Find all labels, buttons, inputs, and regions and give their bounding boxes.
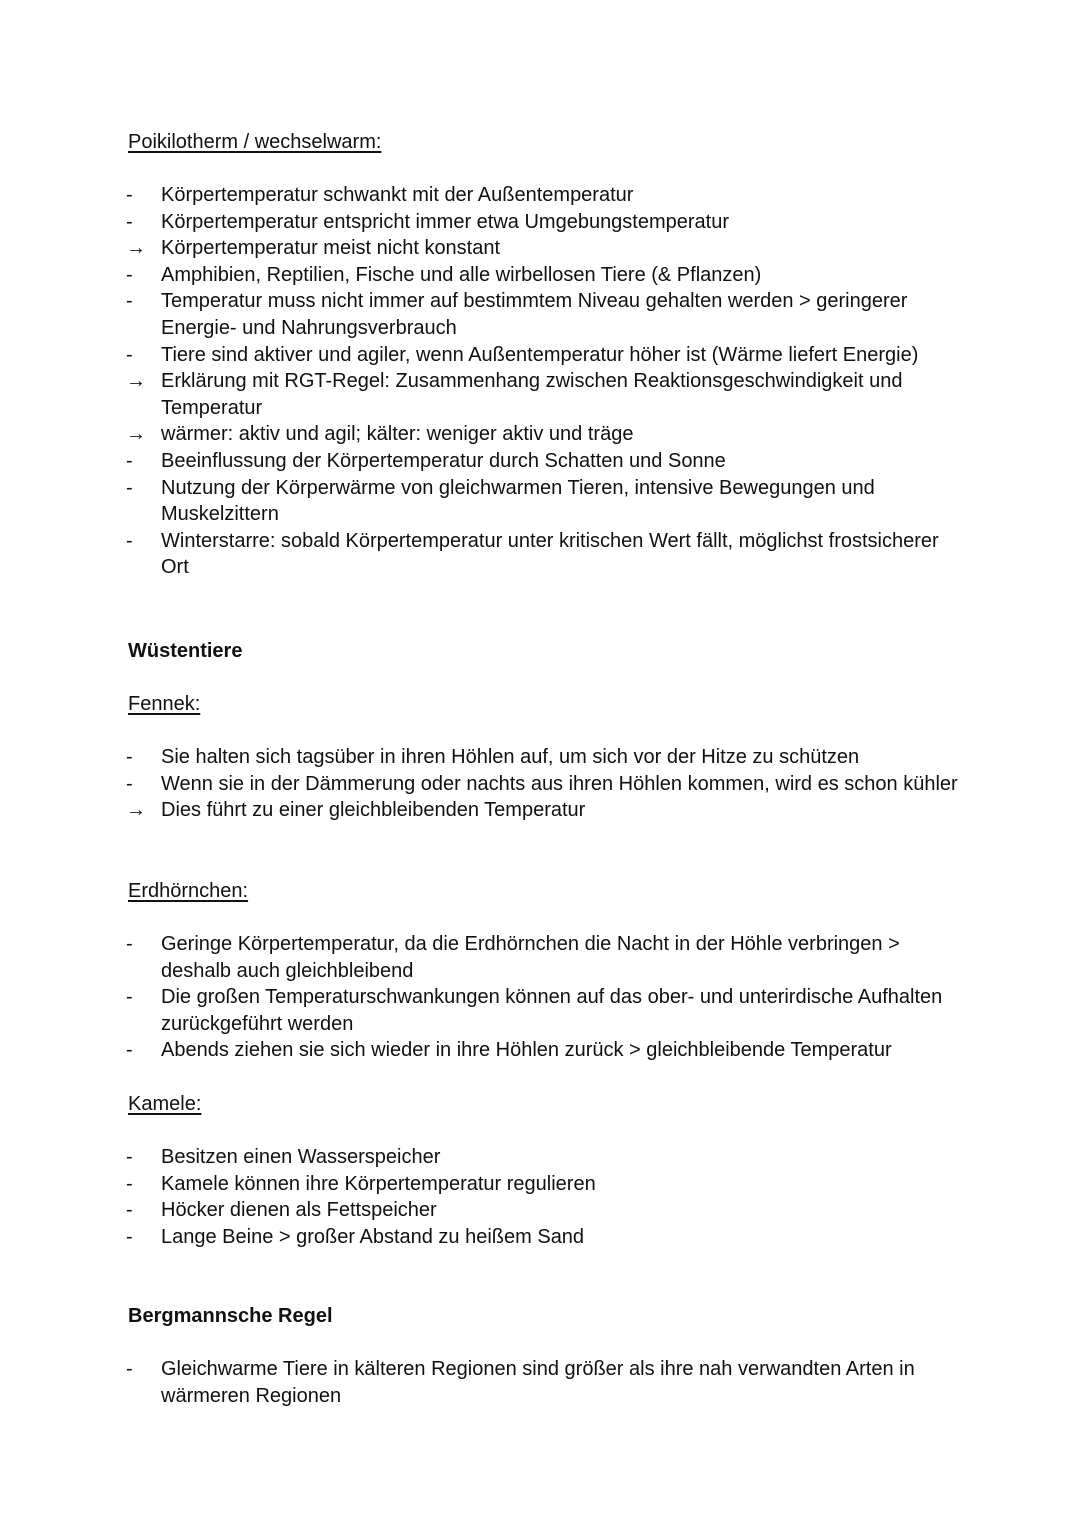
bullet-marker: - (126, 290, 133, 313)
section-title-bergmann: Bergmannsche Regel (128, 1305, 333, 1327)
list-item (0, 931, 961, 984)
list-item (0, 528, 961, 581)
list-item-text: Erklärung mit RGT-Regel: Zusammenhang zwischen Reaktionsgeschwindigkeit und Temperatur (161, 370, 903, 419)
list-item-text: Die großen Temperaturschwankungen können auf das ober- und unterirdische Aufhalten zurückgeführt werden (161, 986, 943, 1035)
list-item (0, 448, 961, 475)
bullet-marker: - (126, 529, 133, 552)
list-item (0, 984, 961, 1037)
bullet-marker: - (126, 1225, 133, 1248)
list-item-text: Besitzen einen Wasserspeicher (161, 1146, 441, 1168)
section-title-wuestentiere: Wüstentiere (128, 640, 243, 662)
list-item-text: Wenn sie in der Dämmerung oder nachts aus ihren Höhlen kommen, wird es schon kühler (161, 772, 958, 795)
list-item (0, 262, 961, 289)
kamele-list (0, 1144, 1080, 1250)
list-item-text: Höcker dienen als Fettspeicher (161, 1199, 437, 1222)
bullet-marker: - (126, 263, 133, 286)
list-item (0, 1224, 961, 1251)
list-item (0, 368, 961, 421)
list-item-text: Amphibien, Reptilien, Fische und alle wirbellosen Tiere (& Pflanzen) (161, 263, 762, 286)
list-item-text: Körpertemperatur schwankt mit der Außentemperatur (161, 184, 634, 206)
list-item-text: Winterstarre: sobald Körpertemperatur unter kritischen Wert fällt, möglichst frostsicherer Ort (161, 529, 939, 579)
erdhoernchen-list (0, 931, 1080, 1064)
bergmann-list (0, 1356, 1080, 1409)
bullet-marker: - (126, 772, 133, 795)
poikilotherm-list (0, 182, 1080, 581)
list-item (0, 235, 961, 262)
bullet-marker: - (126, 746, 133, 768)
list-item (0, 1197, 961, 1224)
list-item-text: Nutzung der Körperwärme von gleichwarmen Tieren, intensive Bewegungen und Muskelzittern (161, 476, 875, 526)
list-item-text: Geringe Körpertemperatur, da die Erdhörnchen die Nacht in der Höhle verbringen > deshalb auch gleichbleibend (161, 933, 900, 982)
list-item-text: Körpertemperatur meist nicht konstant (161, 237, 501, 260)
list-item-text: wärmer: aktiv und agil; kälter: weniger aktiv und träge (161, 423, 634, 446)
list-item (0, 744, 961, 771)
list-item (0, 771, 961, 798)
section-title-poikilotherm: Poikilotherm / wechselwarm: (128, 131, 382, 153)
list-item-text: Dies führt zu einer gleichbleibenden Temperatur (161, 799, 586, 822)
list-item-text: Gleichwarme Tiere in kälteren Regionen sind größer als ihre nah verwandten Arten in wärmeren Regionen (161, 1358, 915, 1407)
list-item (0, 797, 961, 824)
list-item (0, 1356, 961, 1409)
list-item-text: Temperatur muss nicht immer auf bestimmtem Niveau gehalten werden > geringerer Energie- und Nahrungsverbrauch (161, 290, 908, 339)
bullet-marker: - (126, 210, 133, 233)
list-item-text: Sie halten sich tagsüber in ihren Höhlen auf, um sich vor der Hitze zu schützen (161, 746, 860, 768)
list-item (0, 288, 961, 341)
list-item (0, 209, 961, 236)
bullet-marker: - (126, 343, 133, 366)
list-item (0, 182, 961, 209)
bullet-marker: - (126, 1358, 133, 1380)
section-title-kamele: Kamele: (128, 1093, 202, 1115)
list-item-text: Abends ziehen sie sich wieder in ihre Höhlen zurück > gleichbleibende Temperatur (161, 1039, 892, 1062)
list-item (0, 1037, 961, 1064)
bullet-marker: - (126, 449, 133, 472)
bullet-marker: - (126, 986, 133, 1009)
section-title-fennek: Fennek: (128, 693, 201, 715)
bullet-marker: - (126, 1039, 133, 1062)
list-item (0, 421, 961, 448)
bullet-marker: - (126, 1172, 133, 1195)
arrow-icon: → (126, 423, 146, 446)
list-item (0, 1171, 961, 1198)
section-title-erdhoernchen: Erdhörnchen: (128, 880, 249, 902)
bullet-marker: - (126, 1146, 133, 1168)
list-item-text: Tiere sind aktiver und agiler, wenn Außentemperatur höher ist (Wärme liefert Energie) (161, 343, 919, 366)
list-item (0, 475, 961, 528)
arrow-icon: → (126, 799, 146, 822)
list-item-text: Lange Beine > großer Abstand zu heißem Sand (161, 1225, 585, 1248)
list-item (0, 342, 961, 369)
list-item-text: Körpertemperatur entspricht immer etwa Umgebungstemperatur (161, 210, 730, 233)
bullet-marker: - (126, 1199, 133, 1222)
bullet-marker: - (126, 933, 133, 955)
fennek-list (0, 744, 1080, 824)
bullet-marker: - (126, 476, 133, 499)
arrow-icon: → (126, 370, 146, 393)
list-item-text: Kamele können ihre Körpertemperatur regulieren (161, 1172, 596, 1195)
list-item (0, 1144, 961, 1171)
list-item-text: Beeinflussung der Körpertemperatur durch Schatten und Sonne (161, 449, 726, 472)
arrow-icon: → (126, 237, 146, 260)
bullet-marker: - (126, 184, 133, 206)
